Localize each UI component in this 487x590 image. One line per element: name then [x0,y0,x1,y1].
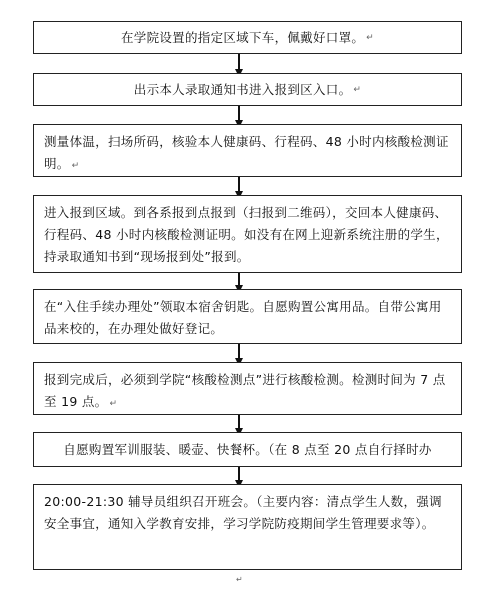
step-2-text: 出示本人录取通知书进入报到区入口。 [133,81,352,97]
step-6-box [33,362,462,415]
step-3-box [33,124,462,177]
paragraph-mark: ↵ [109,399,118,409]
paragraph-mark: ↵ [71,161,80,171]
page-mark-bottom: ↵ [236,575,243,584]
paragraph-mark: ↵ [353,84,362,95]
step-1-box [33,21,462,54]
step-4-box [33,195,462,273]
step-3-text: 测量体温，扫场所码，核验本人健康码、行程码、48 小时内核酸检测证明。 [44,134,449,171]
step-7-box [33,432,462,467]
step-1-text: 在学院设置的指定区域下车，佩戴好口罩。 [120,29,365,45]
step-5-box [33,289,462,344]
paragraph-mark: ↵ [366,32,375,43]
step-2-box [33,73,462,106]
step-4-text: 进入报到区域。到各系报到点报到（扫报到二维码），交回本人健康码、行程码、48 小时内核酸检测证明。如没有在网上迎新系统注册的学生，持录取通知书到“现场报到处”报到。 [44,205,449,264]
step-7-text: 自愿购置军训服装、暖壶、快餐杯。（在 8 点至 20 点自行择时办 [63,441,432,457]
step-8-text: 20:00-21:30 辅导员组织召开班会。（主要内容：清点学生人数，强调安全事宜，通知入学教育安排，学习学院防疫期间学生管理要求等）。 [44,494,442,531]
step-5-text: 在“入住手续办理处”领取本宿舍钥匙。自愿购置公寓用品。自带公寓用品来校的，在办理处做好登记。 [44,299,442,336]
step-6-text: 报到完成后，必须到学院“核酸检测点”进行核酸检测。检测时间为 7 点至 19 点。 [44,372,446,409]
step-8-box [33,484,462,570]
